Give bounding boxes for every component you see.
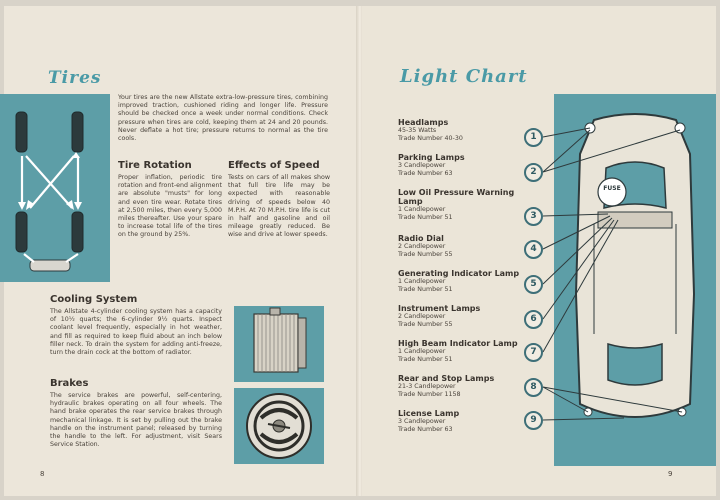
lamp-trade-number: Trade Number 51 bbox=[398, 214, 453, 221]
light-chart-heading: Light Chart bbox=[400, 66, 528, 87]
lamp-name: High Beam Indicator Lamp bbox=[398, 339, 518, 348]
lamp-name: Generating Indicator Lamp bbox=[398, 269, 520, 278]
callout-7: 7 bbox=[524, 343, 543, 362]
lamp-name: Parking Lamps bbox=[398, 153, 465, 162]
effects-of-speed-text: Tests on cars of all makes show that full tire life may be expected with reasonable driving of speeds below 40 M.P.H. At 70 M.P.H. tire life is cut in half and gasoline and oil mileage greatly reduced. Be wise and drive at lower speeds. bbox=[228, 174, 330, 239]
cooling-system-text: The Allstate 4-cylinder cooling system has a capacity of 10½ quarts; the 6-cylinder 9½ quarts. Inspect coolant level frequently, especially in hot weather, and fill as required to keep fluid about an inch below filler neck. To drain the system for adding anti-freeze, turn the drain cock at the bottom of radiator. bbox=[50, 308, 222, 357]
lamp-trade-number: Trade Number 63 bbox=[398, 170, 453, 177]
brake-illustration bbox=[234, 388, 324, 464]
brakes-text: The service brakes are powerful, self-centering, hydraulic brakes operating on all four wheels. The hand brake operates the rear service brakes through mechanical linkage. It is set by pulling out the brake handle on the instrument panel; released by turning the handle to the left. For adjustment, visit Sears Service Station. bbox=[50, 392, 222, 449]
effects-of-speed-title: Effects of Speed bbox=[228, 160, 320, 171]
tire-rotation-diagram bbox=[0, 94, 110, 282]
lamp-spec: 2 Candlepower bbox=[398, 313, 446, 320]
lamp-trade-number: Trade Number 63 bbox=[398, 426, 453, 433]
tire-rotation-text: Proper inflation, periodic tire rotation and front-end alignment are absolute "musts" for long and even tire wear. Rotate tires at 2,500 miles, then every 5,000 miles thereafter. Use your spare to increase total life of the tires on the ground by 25%. bbox=[118, 174, 222, 239]
lamp-trade-number: Trade Number 51 bbox=[398, 286, 453, 293]
callout-2: 2 bbox=[524, 163, 543, 182]
lamp-name: Low Oil Pressure Warning Lamp bbox=[398, 188, 515, 206]
callout-4: 4 bbox=[524, 240, 543, 259]
lamp-trade-number: Trade Number 51 bbox=[398, 356, 453, 363]
callout-3: 3 bbox=[524, 207, 543, 226]
left-page bbox=[4, 6, 358, 496]
page-number-right: 9 bbox=[668, 470, 673, 478]
lamp-spec: 1 Candlepower bbox=[398, 206, 446, 213]
cooling-system-title: Cooling System bbox=[50, 294, 138, 305]
lamp-spec: 3 Candlepower bbox=[398, 418, 446, 425]
lamp-name: Radio Dial bbox=[398, 234, 444, 243]
tire-rotation-icon bbox=[0, 94, 110, 282]
tires-heading: Tires bbox=[48, 68, 102, 88]
page-number-left: 8 bbox=[40, 470, 45, 478]
lamp-name: Instrument Lamps bbox=[398, 304, 481, 313]
lamp-name: Headlamps bbox=[398, 118, 449, 127]
lamp-spec: 45-35 Watts bbox=[398, 127, 437, 134]
tires-intro: Your tires are the new Allstate extra-low-pressure tires, combining improved traction, cushioned riding and longer life. Pressure should be checked once a week under normal conditions. Check pressure when tires are cold, keeping them at 24 and 20 pounds. Never deflate a hot tire; pressure returns to normal as the tire cools. bbox=[118, 94, 328, 143]
right-page bbox=[362, 6, 716, 496]
callout-1: 1 bbox=[524, 128, 543, 147]
callout-9: 9 bbox=[524, 411, 543, 430]
lamp-name: License Lamp bbox=[398, 409, 460, 418]
brake-drum-icon bbox=[234, 388, 324, 464]
callout-8: 8 bbox=[524, 378, 543, 397]
fuse-label: FUSE bbox=[603, 185, 621, 192]
callout-6: 6 bbox=[524, 310, 543, 329]
radiator-illustration bbox=[234, 306, 324, 382]
brakes-title: Brakes bbox=[50, 378, 89, 389]
lamp-trade-number: Trade Number 1158 bbox=[398, 391, 461, 398]
lamp-trade-number: Trade Number 55 bbox=[398, 321, 453, 328]
lamp-spec: 1 Candlepower bbox=[398, 348, 446, 355]
lamp-trade-number: Trade Number 55 bbox=[398, 251, 453, 258]
lamp-name: Rear and Stop Lamps bbox=[398, 374, 495, 383]
callout-5: 5 bbox=[524, 275, 543, 294]
lamp-trade-number: Trade Number 40-30 bbox=[398, 135, 463, 142]
lamp-spec: 1 Candlepower bbox=[398, 278, 446, 285]
lamp-spec: 2 Candlepower bbox=[398, 243, 446, 250]
radiator-icon bbox=[234, 306, 324, 382]
lamp-spec: 3 Candlepower bbox=[398, 162, 446, 169]
tire-rotation-title: Tire Rotation bbox=[118, 160, 192, 171]
lamp-spec: 21-3 Candlepower bbox=[398, 383, 456, 390]
